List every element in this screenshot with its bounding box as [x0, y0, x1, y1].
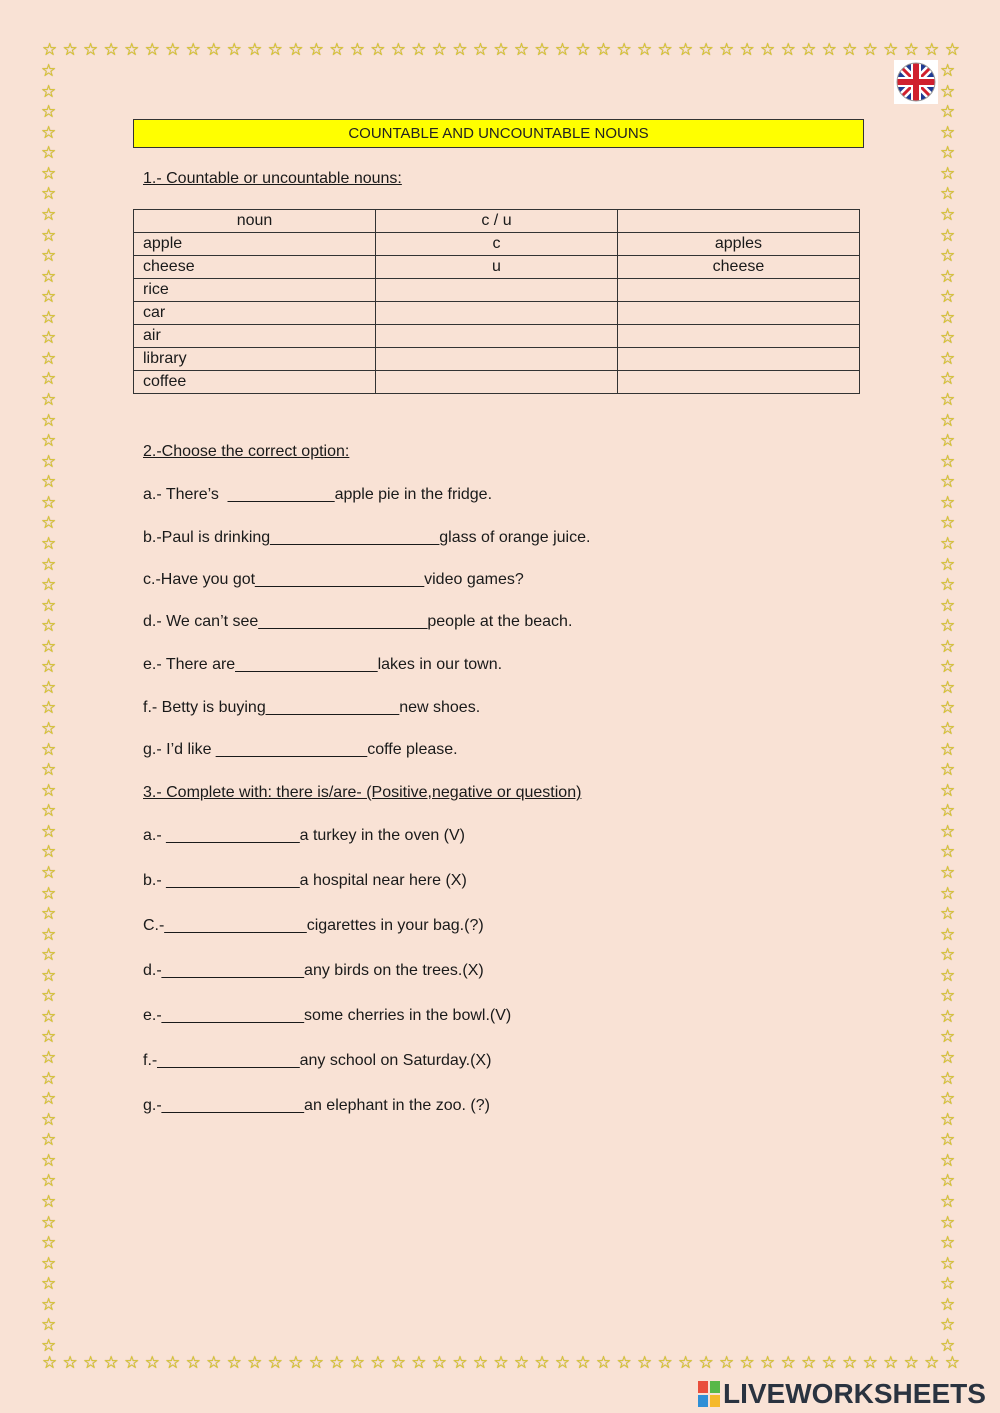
star-icon: ☆ — [41, 1253, 57, 1273]
star-icon: ☆ — [41, 1212, 57, 1232]
star-icon: ☆ — [493, 40, 509, 59]
star-icon: ☆ — [41, 225, 57, 245]
star-icon: ☆ — [41, 266, 57, 286]
star-icon: ☆ — [513, 40, 530, 59]
star-icon: ☆ — [940, 287, 956, 307]
cu-cell[interactable]: c — [376, 233, 618, 256]
star-icon: ☆ — [41, 533, 57, 553]
star-icon: ☆ — [940, 246, 956, 266]
star-icon: ☆ — [267, 1353, 283, 1372]
star-icon: ☆ — [940, 1089, 956, 1109]
star-icon: ☆ — [940, 204, 956, 224]
star-icon: ☆ — [534, 1353, 550, 1372]
star-icon: ☆ — [370, 40, 386, 59]
star-icon: ☆ — [821, 1353, 837, 1372]
star-icon: ☆ — [636, 1353, 653, 1372]
star-icon: ☆ — [41, 1191, 57, 1211]
cu-cell[interactable] — [376, 279, 618, 302]
star-icon: ☆ — [595, 40, 612, 59]
star-icon: ☆ — [677, 40, 694, 59]
star-icon: ☆ — [636, 40, 653, 59]
star-icon: ☆ — [944, 1353, 960, 1372]
table-row — [134, 325, 860, 348]
star-icon: ☆ — [940, 102, 956, 122]
star-icon: ☆ — [62, 1353, 78, 1372]
cu-cell[interactable] — [376, 325, 618, 348]
star-icon: ☆ — [940, 677, 956, 697]
noun-cell: cheese — [134, 256, 376, 279]
star-icon: ☆ — [940, 431, 956, 451]
star-icon: ☆ — [41, 657, 57, 677]
table-header-row — [134, 210, 860, 233]
star-icon: ☆ — [739, 1353, 755, 1372]
star-icon: ☆ — [821, 40, 837, 59]
star-icon: ☆ — [41, 719, 57, 738]
plural-cell[interactable] — [617, 302, 859, 325]
star-icon: ☆ — [452, 1353, 468, 1372]
star-icon: ☆ — [124, 1353, 140, 1372]
star-icon: ☆ — [940, 965, 956, 985]
liveworksheets-logo-text: LIVEWORKSHEETS — [723, 1378, 986, 1409]
star-icon: ☆ — [103, 1353, 119, 1372]
star-icon: ☆ — [41, 122, 57, 142]
exercise2-item[interactable]: c.-Have you got___________________video games? — [143, 571, 524, 588]
star-icon: ☆ — [431, 40, 448, 59]
star-icon: ☆ — [165, 1353, 181, 1372]
star-icon: ☆ — [41, 369, 57, 389]
star-icon: ☆ — [940, 122, 956, 142]
star-icon: ☆ — [924, 1353, 940, 1372]
star-icon: ☆ — [940, 698, 956, 718]
star-icon: ☆ — [677, 1353, 694, 1372]
star-icon: ☆ — [940, 369, 956, 389]
star-icon: ☆ — [185, 1353, 201, 1372]
star-icon: ☆ — [940, 307, 956, 327]
uk-flag-icon — [894, 60, 938, 104]
star-icon: ☆ — [940, 883, 956, 903]
star-icon: ☆ — [595, 1353, 612, 1372]
star-icon: ☆ — [41, 636, 57, 656]
exercise2-heading: 2.-Choose the correct option: — [143, 443, 350, 460]
star-icon: ☆ — [940, 904, 956, 924]
star-icon: ☆ — [940, 595, 956, 615]
star-icon: ☆ — [411, 40, 427, 59]
star-icon: ☆ — [41, 595, 57, 615]
star-icon: ☆ — [185, 40, 201, 59]
star-icon: ☆ — [940, 616, 956, 636]
star-icon: ☆ — [41, 61, 57, 80]
star-icon: ☆ — [940, 1171, 956, 1191]
star-icon: ☆ — [940, 924, 956, 944]
star-icon: ☆ — [534, 40, 550, 59]
star-icon: ☆ — [41, 698, 57, 718]
star-icon: ☆ — [903, 1353, 919, 1372]
star-icon: ☆ — [41, 1068, 57, 1088]
star-icon: ☆ — [41, 780, 57, 800]
star-border-top — [42, 41, 960, 58]
star-icon: ☆ — [940, 225, 956, 245]
star-icon: ☆ — [940, 1233, 956, 1253]
star-icon: ☆ — [411, 1353, 427, 1372]
star-icon: ☆ — [431, 1353, 448, 1372]
star-icon: ☆ — [41, 1109, 57, 1129]
star-icon: ☆ — [41, 1335, 57, 1355]
exercise3-heading: 3.- Complete with: there is/are- (Positive,negative or question) — [143, 784, 582, 801]
star-icon: ☆ — [940, 163, 956, 183]
star-icon: ☆ — [940, 1150, 956, 1170]
star-icon: ☆ — [554, 40, 571, 59]
star-icon: ☆ — [206, 40, 222, 59]
star-icon: ☆ — [944, 40, 960, 59]
cu-cell[interactable]: u — [376, 256, 618, 279]
star-icon: ☆ — [41, 1233, 57, 1253]
star-icon: ☆ — [940, 1109, 956, 1129]
star-icon: ☆ — [940, 1130, 956, 1150]
table-row — [134, 256, 860, 279]
star-icon: ☆ — [206, 1353, 222, 1372]
star-icon: ☆ — [41, 390, 57, 409]
star-icon: ☆ — [940, 862, 956, 882]
exercise2-item[interactable]: e.- There are________________lakes in our town. — [143, 656, 503, 673]
star-icon: ☆ — [329, 1353, 345, 1372]
star-icon: ☆ — [41, 1171, 57, 1191]
star-icon: ☆ — [940, 1048, 956, 1067]
table-row — [134, 371, 860, 394]
star-icon: ☆ — [41, 1315, 57, 1335]
exercise2-item[interactable]: d.- We can’t see___________________people at the beach. — [143, 613, 573, 630]
star-icon: ☆ — [493, 1353, 509, 1372]
star-icon: ☆ — [940, 1068, 956, 1088]
star-icon: ☆ — [41, 945, 57, 965]
star-icon: ☆ — [940, 143, 956, 163]
star-icon: ☆ — [144, 40, 160, 59]
star-icon: ☆ — [41, 1048, 57, 1067]
star-icon: ☆ — [41, 307, 57, 327]
exercise3-item[interactable]: b.- _______________a hospital near here (X) — [143, 872, 467, 889]
star-icon: ☆ — [41, 143, 57, 163]
plural-cell[interactable]: apples — [617, 233, 859, 256]
star-icon: ☆ — [226, 1353, 242, 1372]
star-border-bottom — [42, 1354, 960, 1371]
star-icon: ☆ — [390, 1353, 407, 1372]
worksheet-title: COUNTABLE AND UNCOUNTABLE NOUNS — [133, 119, 864, 148]
star-icon: ☆ — [41, 163, 57, 183]
star-icon: ☆ — [801, 1353, 817, 1372]
star-icon: ☆ — [41, 348, 57, 368]
star-icon: ☆ — [41, 184, 57, 204]
noun-cell: library — [134, 348, 376, 371]
star-icon: ☆ — [940, 636, 956, 656]
star-icon: ☆ — [41, 1294, 57, 1314]
star-icon: ☆ — [41, 1274, 57, 1294]
star-icon: ☆ — [698, 40, 714, 59]
star-icon: ☆ — [657, 1353, 673, 1372]
liveworksheets-logo-icon — [698, 1381, 720, 1407]
noun-cell: car — [134, 302, 376, 325]
star-icon: ☆ — [329, 40, 345, 59]
star-icon: ☆ — [308, 40, 324, 59]
star-icon: ☆ — [41, 204, 57, 224]
star-icon: ☆ — [226, 40, 242, 59]
exercise3-item[interactable]: C.-________________cigarettes in your bag.(?) — [143, 917, 484, 934]
table-header — [617, 210, 859, 233]
star-icon: ☆ — [940, 266, 956, 286]
star-icon: ☆ — [349, 1353, 365, 1372]
liveworksheets-logo — [698, 1378, 986, 1410]
table-row — [134, 279, 860, 302]
star-icon: ☆ — [41, 842, 57, 862]
table-header: noun — [134, 210, 376, 233]
star-icon: ☆ — [940, 1212, 956, 1232]
star-icon: ☆ — [42, 1353, 58, 1372]
plural-cell[interactable] — [617, 279, 859, 302]
star-icon: ☆ — [390, 40, 407, 59]
star-icon: ☆ — [940, 1294, 956, 1314]
star-icon: ☆ — [698, 1353, 714, 1372]
star-icon: ☆ — [780, 40, 796, 59]
exercise1-heading: 1.- Countable or uncountable nouns: — [143, 170, 402, 187]
star-icon: ☆ — [41, 472, 57, 492]
star-icon: ☆ — [41, 904, 57, 924]
star-icon: ☆ — [940, 533, 956, 553]
star-icon: ☆ — [940, 81, 956, 101]
star-icon: ☆ — [41, 575, 57, 595]
star-icon: ☆ — [41, 513, 57, 533]
plural-cell[interactable] — [617, 348, 859, 371]
star-icon: ☆ — [940, 1027, 956, 1047]
star-icon: ☆ — [924, 40, 940, 59]
star-icon: ☆ — [940, 1191, 956, 1211]
star-icon: ☆ — [616, 40, 632, 59]
star-icon: ☆ — [472, 1353, 489, 1372]
exercise2-item[interactable]: f.- Betty is buying_______________new shoes. — [143, 699, 481, 716]
table-header: c / u — [376, 210, 618, 233]
exercise3-item[interactable]: g.-________________an elephant in the zoo. (?) — [143, 1097, 490, 1114]
star-icon: ☆ — [940, 1253, 956, 1273]
star-icon: ☆ — [41, 1027, 57, 1047]
star-icon: ☆ — [41, 492, 57, 512]
star-icon: ☆ — [883, 40, 899, 59]
star-icon: ☆ — [940, 945, 956, 965]
star-icon: ☆ — [940, 986, 956, 1006]
noun-cell: apple — [134, 233, 376, 256]
star-icon: ☆ — [41, 1089, 57, 1109]
star-icon: ☆ — [940, 513, 956, 533]
star-icon: ☆ — [842, 1353, 858, 1372]
star-icon: ☆ — [41, 760, 57, 780]
exercise2-item[interactable]: b.-Paul is drinking___________________glass of orange juice. — [143, 529, 591, 546]
star-icon: ☆ — [41, 328, 57, 348]
star-icon: ☆ — [41, 801, 57, 821]
star-icon: ☆ — [760, 40, 776, 59]
star-icon: ☆ — [862, 40, 878, 59]
star-icon: ☆ — [41, 554, 57, 574]
star-icon: ☆ — [41, 1150, 57, 1170]
star-icon: ☆ — [940, 61, 956, 80]
star-icon: ☆ — [940, 1006, 956, 1026]
star-icon: ☆ — [41, 287, 57, 307]
star-icon: ☆ — [940, 348, 956, 368]
noun-cell: rice — [134, 279, 376, 302]
table-row — [134, 233, 860, 256]
nouns-table — [133, 209, 860, 394]
exercise3-item[interactable]: e.-________________some cherries in the bowl.(V) — [143, 1007, 512, 1024]
star-icon: ☆ — [41, 924, 57, 944]
star-icon: ☆ — [41, 1130, 57, 1150]
star-icon: ☆ — [940, 801, 956, 821]
star-icon: ☆ — [554, 1353, 571, 1372]
plural-cell[interactable] — [617, 371, 859, 394]
noun-cell: coffee — [134, 371, 376, 394]
star-icon: ☆ — [41, 965, 57, 985]
star-icon: ☆ — [719, 40, 735, 59]
star-icon: ☆ — [903, 40, 919, 59]
star-icon: ☆ — [575, 1353, 591, 1372]
star-icon: ☆ — [940, 657, 956, 677]
cu-cell[interactable] — [376, 348, 618, 371]
star-icon: ☆ — [41, 883, 57, 903]
table-row — [134, 348, 860, 371]
star-icon: ☆ — [940, 1274, 956, 1294]
star-icon: ☆ — [41, 677, 57, 697]
star-icon: ☆ — [760, 1353, 776, 1372]
star-icon: ☆ — [940, 821, 956, 841]
star-icon: ☆ — [575, 40, 591, 59]
cu-cell[interactable] — [376, 371, 618, 394]
star-icon: ☆ — [288, 1353, 304, 1372]
star-icon: ☆ — [940, 1335, 956, 1355]
star-icon: ☆ — [41, 81, 57, 101]
star-icon: ☆ — [41, 739, 57, 759]
star-icon: ☆ — [41, 102, 57, 122]
star-icon: ☆ — [41, 410, 57, 430]
star-icon: ☆ — [452, 40, 468, 59]
star-icon: ☆ — [940, 1315, 956, 1335]
exercise2-item[interactable]: g.- I’d like _________________coffe please. — [143, 741, 458, 758]
star-icon: ☆ — [940, 554, 956, 574]
exercise3-item[interactable]: d.-________________any birds on the trees.(X) — [143, 962, 484, 979]
star-icon: ☆ — [41, 986, 57, 1006]
star-icon: ☆ — [940, 451, 956, 471]
star-icon: ☆ — [739, 40, 755, 59]
star-border-left — [41, 62, 56, 1354]
star-icon: ☆ — [41, 1006, 57, 1026]
star-icon: ☆ — [144, 1353, 160, 1372]
star-icon: ☆ — [883, 1353, 899, 1372]
star-icon: ☆ — [41, 451, 57, 471]
star-icon: ☆ — [103, 40, 119, 59]
star-icon: ☆ — [940, 739, 956, 759]
star-icon: ☆ — [165, 40, 181, 59]
star-icon: ☆ — [247, 1353, 263, 1372]
star-border-right — [940, 62, 955, 1354]
star-icon: ☆ — [616, 1353, 632, 1372]
star-icon: ☆ — [370, 1353, 386, 1372]
star-icon: ☆ — [940, 390, 956, 409]
star-icon: ☆ — [940, 492, 956, 512]
star-icon: ☆ — [349, 40, 365, 59]
star-icon: ☆ — [657, 40, 673, 59]
star-icon: ☆ — [41, 431, 57, 451]
star-icon: ☆ — [780, 1353, 796, 1372]
noun-cell: air — [134, 325, 376, 348]
star-icon: ☆ — [41, 246, 57, 266]
exercise2-item[interactable]: a.- There’s ____________apple pie in the fridge. — [143, 486, 493, 503]
star-icon: ☆ — [940, 410, 956, 430]
star-icon: ☆ — [940, 575, 956, 595]
star-icon: ☆ — [940, 780, 956, 800]
star-icon: ☆ — [247, 40, 263, 59]
star-icon: ☆ — [83, 40, 99, 59]
star-icon: ☆ — [940, 719, 956, 738]
star-icon: ☆ — [719, 1353, 735, 1372]
star-icon: ☆ — [267, 40, 283, 59]
plural-cell[interactable] — [617, 325, 859, 348]
star-icon: ☆ — [41, 821, 57, 841]
star-icon: ☆ — [940, 184, 956, 204]
star-icon: ☆ — [42, 40, 58, 59]
star-icon: ☆ — [83, 1353, 99, 1372]
plural-cell[interactable]: cheese — [617, 256, 859, 279]
exercise3-item[interactable]: a.- _______________a turkey in the oven (V) — [143, 827, 466, 844]
star-icon: ☆ — [62, 40, 78, 59]
star-icon: ☆ — [513, 1353, 530, 1372]
cu-cell[interactable] — [376, 302, 618, 325]
star-icon: ☆ — [308, 1353, 324, 1372]
star-icon: ☆ — [862, 1353, 878, 1372]
table-row — [134, 302, 860, 325]
star-icon: ☆ — [940, 328, 956, 348]
star-icon: ☆ — [288, 40, 304, 59]
star-icon: ☆ — [41, 862, 57, 882]
star-icon: ☆ — [801, 40, 817, 59]
star-icon: ☆ — [124, 40, 140, 59]
exercise3-item[interactable]: f.-________________any school on Saturday.(X) — [143, 1052, 492, 1069]
star-icon: ☆ — [472, 40, 489, 59]
star-icon: ☆ — [41, 616, 57, 636]
star-icon: ☆ — [940, 472, 956, 492]
star-icon: ☆ — [842, 40, 858, 59]
star-icon: ☆ — [940, 760, 956, 780]
star-icon: ☆ — [940, 842, 956, 862]
